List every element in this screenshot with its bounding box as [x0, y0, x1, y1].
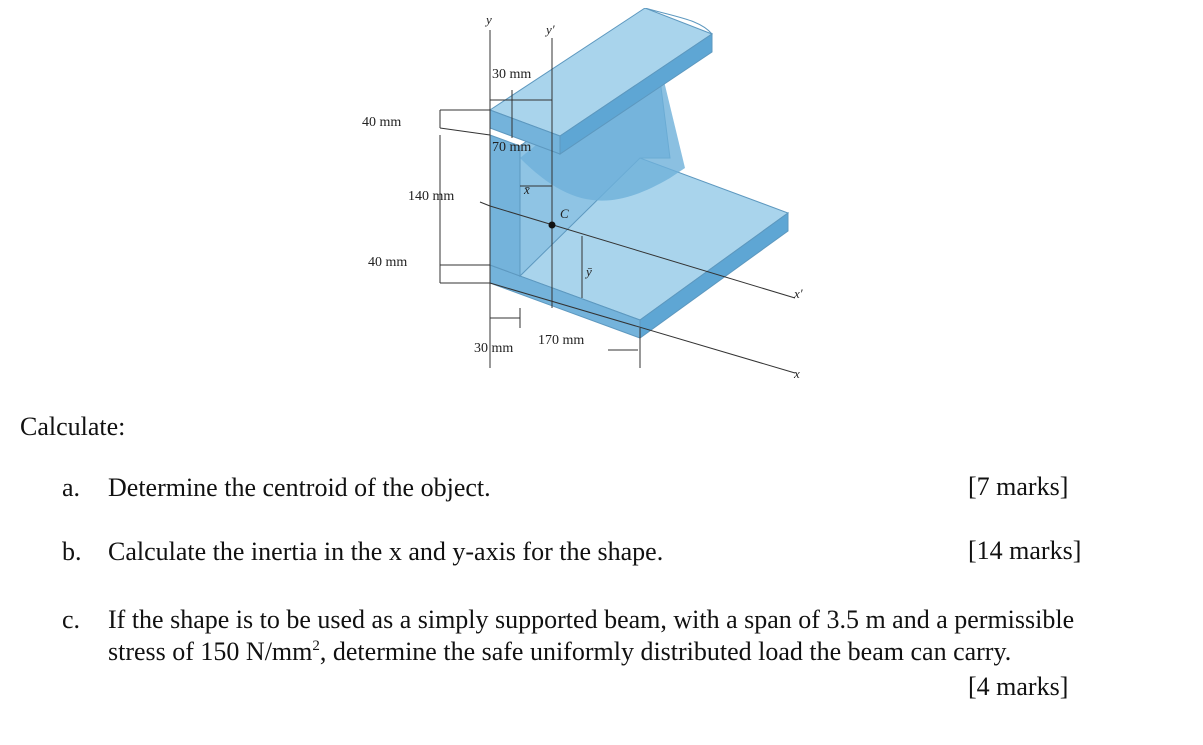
question-a-marks: [7 marks]: [968, 472, 1069, 501]
axis-label-y-prime: y′: [546, 22, 555, 37]
dim-web-height: 140 mm: [408, 189, 455, 204]
heading-calculate: Calculate:: [20, 412, 126, 441]
dim-web-thickness-top: 30 mm: [492, 67, 532, 82]
centroid-point: [549, 222, 556, 229]
dim-bottom-flange-length: 170 mm: [538, 333, 585, 348]
axis-label-x-prime: x′: [794, 286, 803, 301]
question-b-marks: [14 marks]: [968, 536, 1082, 565]
question-c-marks: [4 marks]: [968, 672, 1069, 701]
dim-web-thickness-bottom: 30 mm: [474, 341, 514, 356]
x-bar-label: x̄: [524, 182, 530, 197]
question-c-label: c.: [62, 605, 81, 634]
question-b-text: Calculate the inertia in the x and y-axis for the shape.: [108, 537, 664, 566]
question-c-text-part2: , determine the safe uniformly distributed load the beam can carry.: [319, 637, 1012, 666]
axis-label-x: x: [794, 366, 800, 381]
question-a-label: a.: [62, 473, 81, 502]
question-a-text: Determine the centroid of the object.: [108, 473, 491, 502]
question-b-label: b.: [62, 537, 82, 566]
centroid-label: C: [560, 206, 569, 221]
dim-top-flange-width: 70 mm: [492, 140, 532, 155]
question-c-text-part1: If the shape is to be used as a simply supported beam, with a span of 3.5 m and a permissible stress of 150 N/mm: [108, 605, 1075, 666]
dim-bottom-flange-thickness: 40 mm: [368, 255, 408, 270]
beam-cross-section-figure: [340, 8, 820, 388]
question-c-superscript: 2: [312, 638, 320, 654]
question-c-text: [108, 604, 1138, 668]
dim-top-flange-thickness: 40 mm: [362, 115, 402, 130]
y-bar-label: ȳ: [586, 264, 592, 279]
axis-label-y: y: [486, 12, 492, 27]
web-front-face: [490, 135, 520, 276]
